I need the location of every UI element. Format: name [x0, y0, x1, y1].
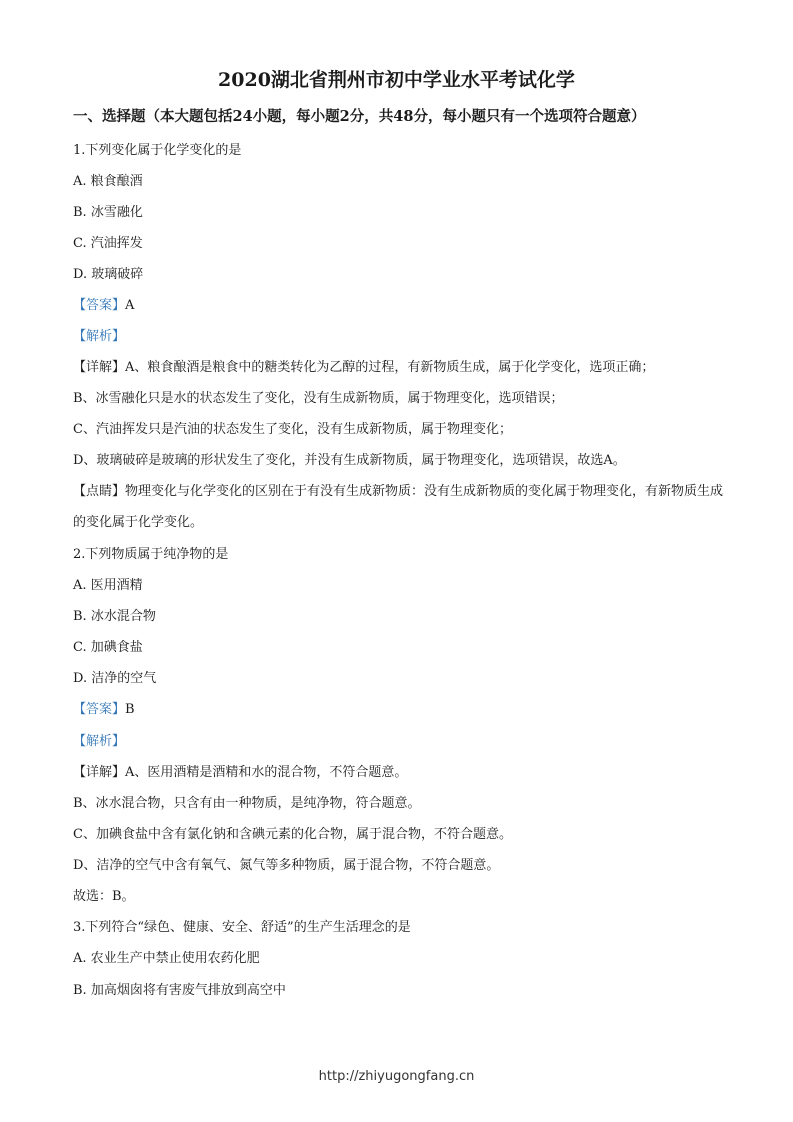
point-text: 物理变化与化学变化的区别在于有没有生成新物质：没有生成新物质的变化属于物理变化，有新物质生成的变化属于化学变化。 [73, 484, 724, 530]
question-1-detail-b: B、冰雪融化只是水的状态发生了变化，没有生成新物质，属于物理变化，选项错误； [73, 391, 564, 406]
question-2-detail-a [73, 763, 728, 783]
detail-text: A、医用酒精是酒精和水的混合物，不符合题意。 [125, 765, 408, 780]
detail-tag: 【详解】 [73, 360, 126, 375]
question-1-stem: 1.下列变化属于化学变化的是 [73, 143, 242, 158]
question-1-detail-a [73, 358, 728, 378]
question-2-answer [73, 700, 728, 720]
question-1-detail-c: C、汽油挥发只是汽油的状态发生了变化，没有生成新物质，属于物理变化； [73, 422, 512, 437]
question-2-option-a: A. 医用酒精 [73, 578, 143, 593]
answer-value: A [125, 298, 135, 313]
point-tag: 【点睛】 [73, 484, 126, 499]
question-1-option-a: A. 粮食酿酒 [73, 174, 143, 189]
question-2-detail-c: C、加碘食盐中含有氯化钠和含碘元素的化合物，属于混合物，不符合题意。 [73, 827, 512, 842]
question-2-option-d: D. 洁净的空气 [73, 671, 157, 686]
section-heading: 一、选择题（本大题包括24小题，每小题2分，共48分，每小题只有一个选项符合题意） [73, 108, 646, 125]
question-3-option-b: B. 加高烟囱将有害废气排放到高空中 [73, 983, 286, 998]
answer-tag: 【答案】 [73, 298, 126, 313]
answer-tag: 【答案】 [73, 702, 126, 717]
question-1-answer [73, 296, 728, 316]
question-2-conclusion: 故选：B。 [73, 889, 135, 904]
question-2-detail-d: D、洁净的空气中含有氧气、氮气等多种物质，属于混合物，不符合题意。 [73, 858, 500, 873]
question-2-analysis-tag: 【解析】 [73, 734, 126, 749]
question-2-option-c: C. 加碘食盐 [73, 640, 143, 655]
question-2-option-b: B. 冰水混合物 [73, 609, 156, 624]
question-1-point [73, 476, 728, 538]
question-2-detail-b: B、冰水混合物，只含有由一种物质，是纯净物，符合题意。 [73, 796, 421, 811]
question-1-option-c: C. 汽油挥发 [73, 236, 143, 251]
detail-text: A、粮食酿酒是粮食中的糖类转化为乙醇的过程，有新物质生成，属于化学变化，选项正确； [125, 360, 655, 375]
question-1-option-b: B. 冰雪融化 [73, 205, 143, 220]
question-2-stem: 2.下列物质属于纯净物的是 [73, 547, 229, 562]
question-3-stem: 3.下列符合“绿色、健康、安全、舒适”的生产生活理念的是 [73, 920, 411, 935]
detail-tag: 【详解】 [73, 765, 126, 780]
question-3-option-a: A. 农业生产中禁止使用农药化肥 [73, 951, 260, 966]
question-1-analysis-tag: 【解析】 [73, 329, 126, 344]
footer-url: http://zhiyugongfang.cn [318, 1069, 475, 1084]
question-1-option-d: D. 玻璃破碎 [73, 267, 144, 282]
answer-value: B [125, 702, 135, 717]
page-title: 2020湖北省荆州市初中学业水平考试化学 [218, 69, 575, 91]
question-1-detail-d: D、玻璃破碎是玻璃的形状发生了变化，并没有生成新物质，属于物理变化，选项错误，故选A。 [73, 453, 626, 468]
